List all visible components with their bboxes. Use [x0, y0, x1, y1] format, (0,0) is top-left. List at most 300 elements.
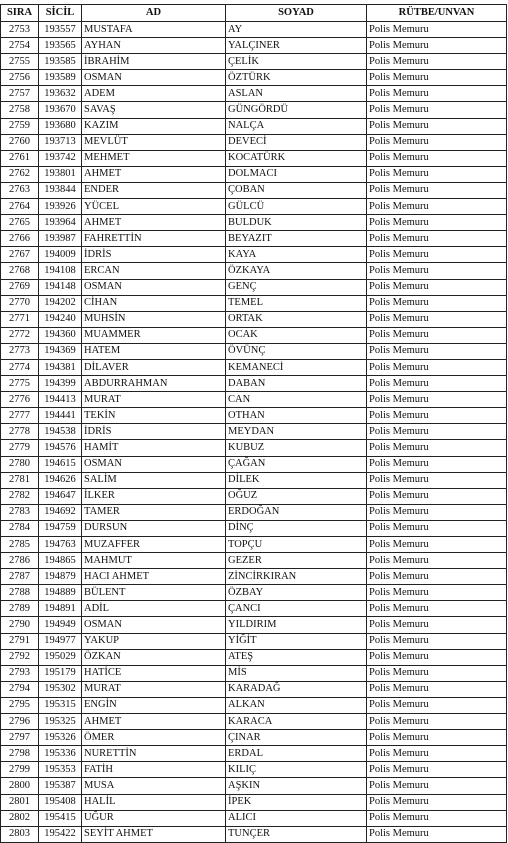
cell-sira: 2802 — [1, 810, 39, 826]
cell-soyad: DİNÇ — [226, 520, 367, 536]
cell-soyad: KEMANECİ — [226, 359, 367, 375]
cell-rutbe: Polis Memuru — [367, 730, 507, 746]
cell-sira: 2785 — [1, 537, 39, 553]
cell-sira: 2773 — [1, 343, 39, 359]
cell-soyad: ÇANCI — [226, 601, 367, 617]
cell-sicil: 193589 — [39, 70, 82, 86]
cell-soyad: GÜNGÖRDÜ — [226, 102, 367, 118]
cell-rutbe: Polis Memuru — [367, 327, 507, 343]
cell-sicil: 193585 — [39, 54, 82, 70]
cell-ad: HAMİT — [82, 440, 226, 456]
cell-sira: 2756 — [1, 70, 39, 86]
cell-sira: 2800 — [1, 778, 39, 794]
cell-sicil: 193670 — [39, 102, 82, 118]
cell-ad: MUSA — [82, 778, 226, 794]
cell-sicil: 194399 — [39, 376, 82, 392]
cell-sicil: 193926 — [39, 199, 82, 215]
cell-rutbe: Polis Memuru — [367, 794, 507, 810]
cell-rutbe: Polis Memuru — [367, 520, 507, 536]
cell-sicil: 194949 — [39, 617, 82, 633]
cell-sicil: 194763 — [39, 537, 82, 553]
cell-soyad: BEYAZIT — [226, 231, 367, 247]
cell-ad: MAHMUT — [82, 553, 226, 569]
table-row — [1, 38, 507, 54]
cell-sira: 2801 — [1, 794, 39, 810]
cell-sira: 2768 — [1, 263, 39, 279]
cell-ad: MUHSİN — [82, 311, 226, 327]
cell-ad: DURSUN — [82, 520, 226, 536]
cell-rutbe: Polis Memuru — [367, 665, 507, 681]
cell-ad: OSMAN — [82, 617, 226, 633]
cell-sira: 2761 — [1, 150, 39, 166]
header-rutbe: RÜTBE/UNVAN — [367, 5, 507, 22]
cell-sicil: 194202 — [39, 295, 82, 311]
table-body — [1, 22, 507, 843]
cell-sicil: 194538 — [39, 424, 82, 440]
table-row — [1, 22, 507, 38]
cell-soyad: MEYDAN — [226, 424, 367, 440]
cell-sicil: 195387 — [39, 778, 82, 794]
cell-rutbe: Polis Memuru — [367, 263, 507, 279]
cell-ad: İBRAHİM — [82, 54, 226, 70]
cell-ad: SEYİT AHMET — [82, 826, 226, 842]
cell-sira: 2757 — [1, 86, 39, 102]
cell-soyad: ÖZBAY — [226, 585, 367, 601]
cell-sira: 2778 — [1, 424, 39, 440]
table-row — [1, 408, 507, 424]
cell-sira: 2796 — [1, 714, 39, 730]
cell-sicil: 193742 — [39, 150, 82, 166]
cell-sira: 2767 — [1, 247, 39, 263]
header-soyad: SOYAD — [226, 5, 367, 22]
cell-sicil: 194369 — [39, 343, 82, 359]
table-row — [1, 134, 507, 150]
cell-rutbe: Polis Memuru — [367, 166, 507, 182]
cell-sicil: 193565 — [39, 38, 82, 54]
table-row — [1, 327, 507, 343]
table-row — [1, 54, 507, 70]
cell-soyad: TOPÇU — [226, 537, 367, 553]
cell-sira: 2781 — [1, 472, 39, 488]
table-row — [1, 472, 507, 488]
cell-soyad: ALICI — [226, 810, 367, 826]
cell-sicil: 195302 — [39, 681, 82, 697]
table-row — [1, 810, 507, 826]
table-row — [1, 730, 507, 746]
table-row — [1, 247, 507, 263]
cell-ad: YÜCEL — [82, 199, 226, 215]
cell-ad: MEVLÜT — [82, 134, 226, 150]
table-row — [1, 182, 507, 198]
cell-sira: 2798 — [1, 746, 39, 762]
cell-soyad: YALÇINER — [226, 38, 367, 54]
cell-sira: 2797 — [1, 730, 39, 746]
cell-ad: MEHMET — [82, 150, 226, 166]
cell-sicil: 195415 — [39, 810, 82, 826]
table-row — [1, 311, 507, 327]
cell-soyad: YİĞİT — [226, 633, 367, 649]
table-row — [1, 102, 507, 118]
cell-soyad: DEVECİ — [226, 134, 367, 150]
cell-sira: 2770 — [1, 295, 39, 311]
cell-ad: OSMAN — [82, 70, 226, 86]
cell-ad: CİHAN — [82, 295, 226, 311]
cell-sira: 2765 — [1, 215, 39, 231]
table-row — [1, 633, 507, 649]
cell-rutbe: Polis Memuru — [367, 553, 507, 569]
cell-rutbe: Polis Memuru — [367, 569, 507, 585]
header-row — [1, 5, 507, 22]
table-row — [1, 569, 507, 585]
cell-sicil: 194576 — [39, 440, 82, 456]
cell-soyad: ÇINAR — [226, 730, 367, 746]
cell-ad: ADİL — [82, 601, 226, 617]
table-row — [1, 617, 507, 633]
header-ad: AD — [82, 5, 226, 22]
cell-rutbe: Polis Memuru — [367, 826, 507, 842]
cell-ad: İDRİS — [82, 247, 226, 263]
header-sicil: SİCİL — [39, 5, 82, 22]
cell-sira: 2782 — [1, 488, 39, 504]
table-row — [1, 86, 507, 102]
cell-rutbe: Polis Memuru — [367, 681, 507, 697]
cell-rutbe: Polis Memuru — [367, 697, 507, 713]
cell-sira: 2787 — [1, 569, 39, 585]
cell-sicil: 193964 — [39, 215, 82, 231]
cell-rutbe: Polis Memuru — [367, 70, 507, 86]
cell-rutbe: Polis Memuru — [367, 311, 507, 327]
table-row — [1, 150, 507, 166]
table-row — [1, 794, 507, 810]
cell-sicil: 194148 — [39, 279, 82, 295]
cell-rutbe: Polis Memuru — [367, 343, 507, 359]
cell-ad: MURAT — [82, 392, 226, 408]
cell-sicil: 195179 — [39, 665, 82, 681]
cell-soyad: ÇOBAN — [226, 182, 367, 198]
cell-sicil: 193557 — [39, 22, 82, 38]
cell-rutbe: Polis Memuru — [367, 376, 507, 392]
table-row — [1, 392, 507, 408]
table-row — [1, 70, 507, 86]
table-row — [1, 746, 507, 762]
cell-rutbe: Polis Memuru — [367, 54, 507, 70]
cell-ad: UĞUR — [82, 810, 226, 826]
table-row — [1, 697, 507, 713]
cell-soyad: ASLAN — [226, 86, 367, 102]
cell-sicil: 195353 — [39, 762, 82, 778]
cell-rutbe: Polis Memuru — [367, 359, 507, 375]
cell-sira: 2766 — [1, 231, 39, 247]
table-row — [1, 424, 507, 440]
cell-rutbe: Polis Memuru — [367, 762, 507, 778]
cell-soyad: KARACA — [226, 714, 367, 730]
cell-ad: AHMET — [82, 215, 226, 231]
cell-sicil: 194413 — [39, 392, 82, 408]
cell-rutbe: Polis Memuru — [367, 118, 507, 134]
cell-sicil: 193987 — [39, 231, 82, 247]
cell-rutbe: Polis Memuru — [367, 408, 507, 424]
cell-soyad: OĞUZ — [226, 488, 367, 504]
cell-ad: MUAMMER — [82, 327, 226, 343]
cell-ad: HALİL — [82, 794, 226, 810]
cell-soyad: TUNÇER — [226, 826, 367, 842]
table-row — [1, 714, 507, 730]
cell-ad: NURETTİN — [82, 746, 226, 762]
cell-rutbe: Polis Memuru — [367, 102, 507, 118]
table-row — [1, 553, 507, 569]
cell-sira: 2760 — [1, 134, 39, 150]
cell-rutbe: Polis Memuru — [367, 231, 507, 247]
header-sira: SIRA — [1, 5, 39, 22]
table-header — [1, 5, 507, 22]
cell-ad: ABDURRAHMAN — [82, 376, 226, 392]
cell-sira: 2794 — [1, 681, 39, 697]
cell-sira: 2776 — [1, 392, 39, 408]
cell-ad: FATİH — [82, 762, 226, 778]
cell-soyad: DİLEK — [226, 472, 367, 488]
cell-sicil: 193680 — [39, 118, 82, 134]
cell-rutbe: Polis Memuru — [367, 440, 507, 456]
table-row — [1, 343, 507, 359]
cell-ad: KAZIM — [82, 118, 226, 134]
cell-rutbe: Polis Memuru — [367, 649, 507, 665]
cell-soyad: NALÇA — [226, 118, 367, 134]
table-row — [1, 231, 507, 247]
table-row — [1, 585, 507, 601]
table-row — [1, 504, 507, 520]
cell-rutbe: Polis Memuru — [367, 150, 507, 166]
cell-sicil: 195325 — [39, 714, 82, 730]
table-row — [1, 762, 507, 778]
cell-sira: 2754 — [1, 38, 39, 54]
cell-ad: HATİCE — [82, 665, 226, 681]
cell-sira: 2788 — [1, 585, 39, 601]
cell-soyad: MİS — [226, 665, 367, 681]
cell-ad: ENGİN — [82, 697, 226, 713]
cell-sira: 2783 — [1, 504, 39, 520]
table-row — [1, 601, 507, 617]
cell-rutbe: Polis Memuru — [367, 456, 507, 472]
cell-ad: HATEM — [82, 343, 226, 359]
cell-soyad: ERDOĞAN — [226, 504, 367, 520]
table-row — [1, 279, 507, 295]
cell-ad: MUSTAFA — [82, 22, 226, 38]
cell-sira: 2759 — [1, 118, 39, 134]
table-row — [1, 520, 507, 536]
cell-sicil: 194441 — [39, 408, 82, 424]
cell-soyad: YILDIRIM — [226, 617, 367, 633]
cell-soyad: ÖZTÜRK — [226, 70, 367, 86]
cell-ad: TEKİN — [82, 408, 226, 424]
cell-rutbe: Polis Memuru — [367, 295, 507, 311]
cell-sicil: 194865 — [39, 553, 82, 569]
table-row — [1, 537, 507, 553]
cell-rutbe: Polis Memuru — [367, 633, 507, 649]
cell-soyad: GENÇ — [226, 279, 367, 295]
cell-sira: 2764 — [1, 199, 39, 215]
cell-ad: İLKER — [82, 488, 226, 504]
table-row — [1, 778, 507, 794]
cell-sira: 2777 — [1, 408, 39, 424]
cell-soyad: ALKAN — [226, 697, 367, 713]
cell-ad: OSMAN — [82, 279, 226, 295]
cell-sira: 2780 — [1, 456, 39, 472]
cell-sira: 2769 — [1, 279, 39, 295]
cell-sira: 2762 — [1, 166, 39, 182]
cell-soyad: ATEŞ — [226, 649, 367, 665]
cell-sicil: 195408 — [39, 794, 82, 810]
cell-ad: DİLAVER — [82, 359, 226, 375]
cell-sicil: 194891 — [39, 601, 82, 617]
cell-rutbe: Polis Memuru — [367, 488, 507, 504]
table-row — [1, 215, 507, 231]
cell-sira: 2789 — [1, 601, 39, 617]
cell-soyad: OTHAN — [226, 408, 367, 424]
cell-soyad: ÖVÜNÇ — [226, 343, 367, 359]
cell-soyad: CAN — [226, 392, 367, 408]
cell-soyad: KARADAĞ — [226, 681, 367, 697]
cell-ad: SALİM — [82, 472, 226, 488]
cell-sicil: 193801 — [39, 166, 82, 182]
cell-rutbe: Polis Memuru — [367, 617, 507, 633]
cell-ad: AYHAN — [82, 38, 226, 54]
table-row — [1, 456, 507, 472]
table-row — [1, 681, 507, 697]
cell-soyad: GEZER — [226, 553, 367, 569]
cell-ad: ERCAN — [82, 263, 226, 279]
cell-ad: BÜLENT — [82, 585, 226, 601]
cell-soyad: AY — [226, 22, 367, 38]
cell-sira: 2772 — [1, 327, 39, 343]
cell-ad: MURAT — [82, 681, 226, 697]
cell-soyad: AŞKIN — [226, 778, 367, 794]
table-row — [1, 263, 507, 279]
cell-sicil: 194889 — [39, 585, 82, 601]
table-row — [1, 649, 507, 665]
cell-sira: 2793 — [1, 665, 39, 681]
table-row — [1, 359, 507, 375]
cell-sicil: 194240 — [39, 311, 82, 327]
cell-sicil: 194626 — [39, 472, 82, 488]
cell-soyad: TEMEL — [226, 295, 367, 311]
cell-sicil: 193632 — [39, 86, 82, 102]
cell-sira: 2775 — [1, 376, 39, 392]
cell-ad: OSMAN — [82, 456, 226, 472]
cell-ad: MUZAFFER — [82, 537, 226, 553]
cell-ad: AHMET — [82, 714, 226, 730]
cell-sira: 2779 — [1, 440, 39, 456]
table-row — [1, 166, 507, 182]
cell-sicil: 195326 — [39, 730, 82, 746]
cell-sira: 2795 — [1, 697, 39, 713]
table-row — [1, 826, 507, 842]
cell-rutbe: Polis Memuru — [367, 134, 507, 150]
cell-sicil: 194615 — [39, 456, 82, 472]
cell-sicil: 194009 — [39, 247, 82, 263]
cell-soyad: KOCATÜRK — [226, 150, 367, 166]
cell-ad: ÖMER — [82, 730, 226, 746]
table-row — [1, 665, 507, 681]
cell-sicil: 193713 — [39, 134, 82, 150]
personnel-table — [0, 4, 507, 843]
cell-ad: HACI AHMET — [82, 569, 226, 585]
cell-sicil: 194360 — [39, 327, 82, 343]
cell-soyad: İPEK — [226, 794, 367, 810]
table-row — [1, 376, 507, 392]
cell-rutbe: Polis Memuru — [367, 182, 507, 198]
cell-ad: TAMER — [82, 504, 226, 520]
cell-rutbe: Polis Memuru — [367, 424, 507, 440]
cell-rutbe: Polis Memuru — [367, 38, 507, 54]
table-row — [1, 295, 507, 311]
cell-ad: SAVAŞ — [82, 102, 226, 118]
cell-sicil: 195422 — [39, 826, 82, 842]
cell-sira: 2792 — [1, 649, 39, 665]
cell-rutbe: Polis Memuru — [367, 472, 507, 488]
cell-soyad: ORTAK — [226, 311, 367, 327]
cell-sira: 2784 — [1, 520, 39, 536]
cell-rutbe: Polis Memuru — [367, 215, 507, 231]
cell-soyad: ÇELİK — [226, 54, 367, 70]
cell-soyad: OCAK — [226, 327, 367, 343]
cell-sicil: 194977 — [39, 633, 82, 649]
cell-sicil: 195029 — [39, 649, 82, 665]
table-row — [1, 488, 507, 504]
table-row — [1, 118, 507, 134]
cell-soyad: BULDUK — [226, 215, 367, 231]
cell-rutbe: Polis Memuru — [367, 601, 507, 617]
cell-sicil: 194879 — [39, 569, 82, 585]
cell-ad: ÖZKAN — [82, 649, 226, 665]
cell-rutbe: Polis Memuru — [367, 585, 507, 601]
cell-ad: FAHRETTİN — [82, 231, 226, 247]
cell-rutbe: Polis Memuru — [367, 537, 507, 553]
cell-rutbe: Polis Memuru — [367, 86, 507, 102]
cell-sicil: 195315 — [39, 697, 82, 713]
cell-rutbe: Polis Memuru — [367, 247, 507, 263]
cell-ad: İDRİS — [82, 424, 226, 440]
cell-sira: 2763 — [1, 182, 39, 198]
cell-sira: 2790 — [1, 617, 39, 633]
cell-sira: 2803 — [1, 826, 39, 842]
cell-soyad: ERDAL — [226, 746, 367, 762]
cell-sicil: 194759 — [39, 520, 82, 536]
table-row — [1, 199, 507, 215]
cell-soyad: KILIÇ — [226, 762, 367, 778]
cell-soyad: KAYA — [226, 247, 367, 263]
table-row — [1, 440, 507, 456]
cell-soyad: DABAN — [226, 376, 367, 392]
cell-sira: 2771 — [1, 311, 39, 327]
cell-sicil: 193844 — [39, 182, 82, 198]
cell-soyad: ÖZKAYA — [226, 263, 367, 279]
cell-rutbe: Polis Memuru — [367, 199, 507, 215]
cell-sicil: 194647 — [39, 488, 82, 504]
cell-soyad: GÜLCÜ — [226, 199, 367, 215]
cell-ad: AHMET — [82, 166, 226, 182]
cell-sira: 2786 — [1, 553, 39, 569]
cell-rutbe: Polis Memuru — [367, 714, 507, 730]
cell-soyad: ÇAĞAN — [226, 456, 367, 472]
cell-rutbe: Polis Memuru — [367, 746, 507, 762]
cell-soyad: ZİNCİRKIRAN — [226, 569, 367, 585]
cell-sira: 2791 — [1, 633, 39, 649]
cell-sira: 2774 — [1, 359, 39, 375]
cell-sicil: 195336 — [39, 746, 82, 762]
cell-sira: 2753 — [1, 22, 39, 38]
cell-sicil: 194692 — [39, 504, 82, 520]
cell-rutbe: Polis Memuru — [367, 504, 507, 520]
